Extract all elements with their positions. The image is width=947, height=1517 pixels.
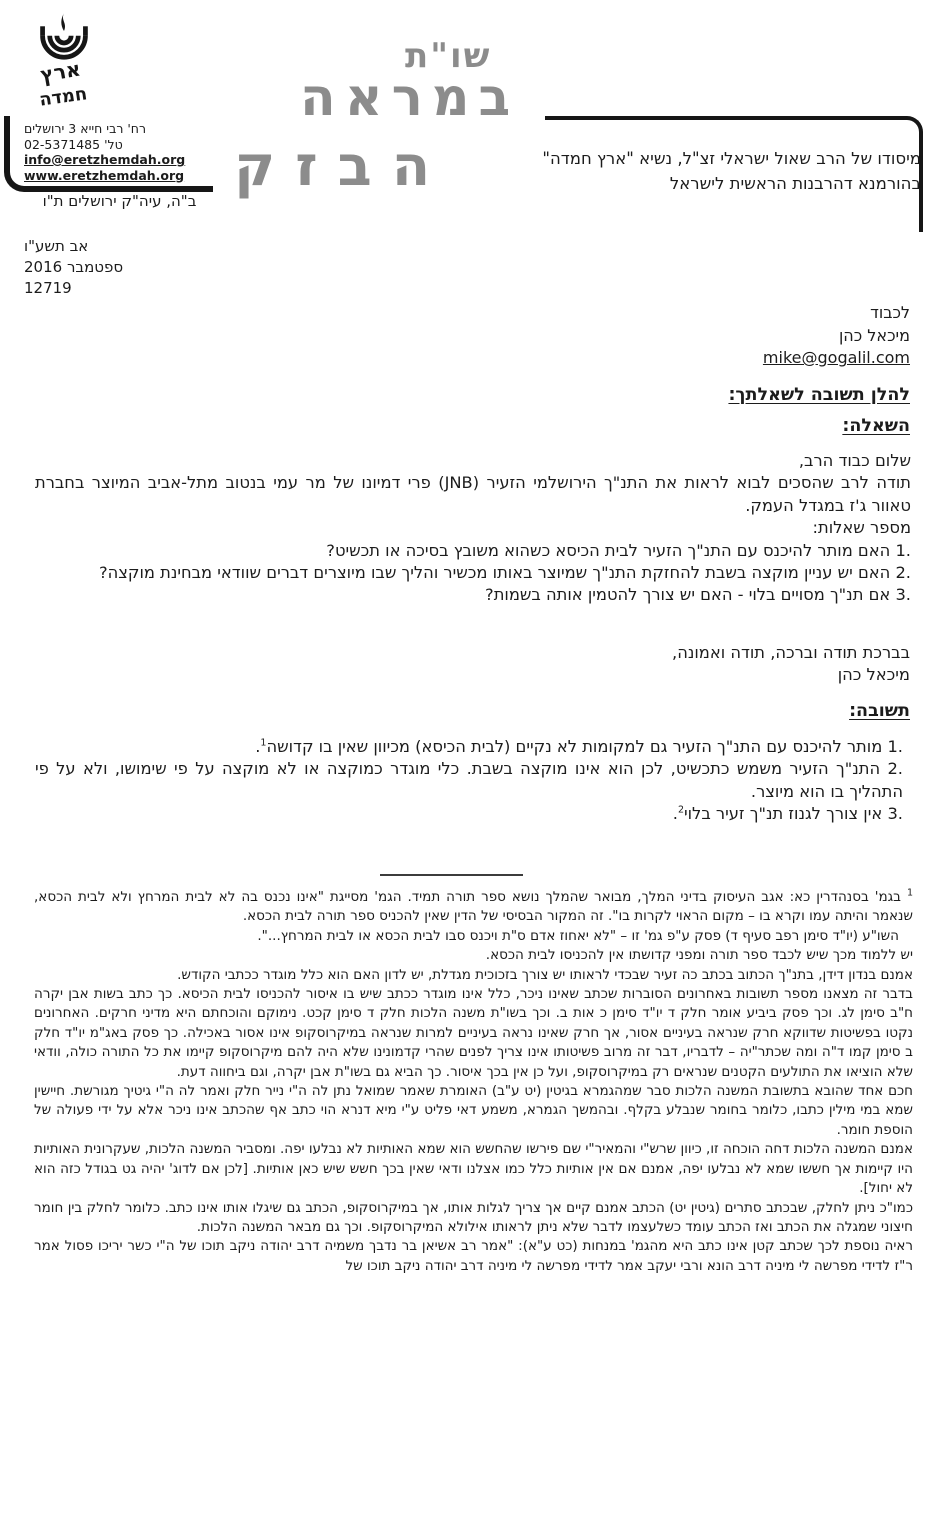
footnote-paragraph: השו"ע (יו"ד סימן רפב סעיף ד) פסק ע"פ גמ' זו – "לא יאחוז אדם ס"ת ויכנס סבו לבית הכסא או לבית המרחץ...". [257,927,899,944]
reference-number: 12719 [24,279,72,297]
footnote-text: בגמ' בסנהדרין כא: אגב העיסוק בדיני המלך, מבואר שהמלך נושא ספר תורה תמיד. הגמ' מסייגת "אינו נכנס בה לא לבית המרחץ ולא לבית הכסא, שנאמר והיתה עמו וקרא בו – מקום הראוי לקרות בו". זה המקור הבסיסי של הדין שאין להכניס ספר תורה לבית הכסא. [34,889,913,925]
contact-address: רח' רבי חייא 3 ירושלים [24,121,147,136]
footnote-paragraph: ראיה נוספת לכך שכתב קטן אינו כתב היא מהגמ' במנחות (כט ע"א): "אמר רב אשיאן בר נדבך משמיה דרב יהודה ניקב תוכו של ה"י כשר יריכו פסול אמר ר"ז לדידי מפרשה לי מיניה דרב הונא ורבי יעקב אמר לדידי מפרשה לי מיניה דרב יהודה ניקב תוכו של [34,1238,913,1274]
footnotes-block [34,888,913,1276]
letterhead-left-rule [4,116,213,192]
answer-item-tail: . [672,804,678,824]
answer-item-3 [35,803,903,825]
phone-label: טל' [104,136,123,152]
answer-item-number: 1. [887,737,903,756]
answer-item-number: 3. [887,804,903,824]
footnote-ref-2: 2 [677,804,684,816]
footnote-paragraph: בדבר זה מצאנו מספר תשובות באחרונים הסוברות שכתב שאינו ניכר, כלל אינו מוגדר ככתב שיש בו איסור להכניסו לבית הכיסא. כך כתב בשות אבן יקרה ח"ב סימן לג. וכך פסק ביביע אומר חלק ד יו"ד סימן כ אות ב. וכך בשו"ת משנה הלכות חלק ד סימן קכט. נימוקם והוכחתם היא מדיני חרקים. האחרונים נקטו בפשיטות שדווקא חרק שנראה בעיניים אסור, אך חרק שאינו נראה בעיניים למרות שנראה במיקרוסקופ אינו אסור באכילה. כך פסק באג"מ יו"ד חלק ב סימן קמו ד"ה ומה שכתר"יה – לדבריו, דבר זה מרוב פשיטותו אינו צריך לפנים שהרי קדמונינו שלא היה להם מיקרוסקופ קיימו את כל התורה כולה, וודאי שלא הוציאו את התולעים הקטנים שנראים רק במיקרוסקופ, ועל כן אין בכך איסור. כך הביא גם בשו"ת אבן יקרה, וגם ביחווה דעת. [34,986,913,1080]
question-list-intro: מספר שאלות: [812,518,911,538]
answer-item-number: 2. [887,759,903,779]
question-signoff [672,642,910,687]
masthead-subtitle [542,146,921,196]
question-item-number: 2. [895,563,911,583]
answer-body [35,736,903,826]
addressee-salutation: לכבוד [870,303,910,322]
answer-item-1 [35,736,903,758]
date-block [24,236,123,299]
footnote-separator [380,874,523,876]
answer-item-text: אין צורך לגנוז תנ"ך זעיר בלוי [683,804,883,824]
answer-heading: תשובה: [849,701,910,721]
question-heading: השאלה: [842,416,910,436]
question-item-text: האם יש עניין מוקצה בשבת להחזקת התנ"ך שמיוצר באותו מכשיר והליך שבו מיוצרים דברים שוודאי מבחינת מוקצה? [98,563,891,583]
question-item-1 [35,540,911,562]
question-greeting: שלום כבוד הרב, [798,451,911,470]
response-intro-heading: להלן תשובה לשאלתך: [728,385,910,405]
logo-text-line1: ארץ [38,56,83,88]
footnote-paragraph: כמו"כ ניתן לחלק, שבכתב סתרים (גיטין יט) הכתב אמנם קיים אך צריך לגלות אותו, אך במיקרוסקופ, הכתב גם שיגלו אותו אינו כתב. כלומר לחלק בין חומר חיצוני שמגלה את הכתב ואז הכתב עומד כשלעצמו לדבר שלא ניתן לראותו אילולא המיקרוסקופ. וכך גם מבאר המשנה הלכות. [34,1199,913,1235]
question-intro: תודה לרב שהסכים לבוא לראות את התנ"ך הירושלמי הזעיר (JNB) פרי דמיונו של מר עמי בנטוב מתל-אביב המיוצר בחברת טאוור ג'ז במגדל העמק. [35,473,911,515]
question-item-number: 3. [895,585,911,605]
addressee-name: מיכאל כהן [838,325,910,345]
footnote-paragraph: חכם אחד שהובא בתשובת המשנה הלכות סבר שמהגמרא בגיטין (יט ע"ב) האומרת שאמר שמואל נתן לה ה"י נייר חלק ואמר לה ה"י גיטיך מגורשת. חיישין שמא במי מילין כתבו, כלומר בחומר שנבלע בקלף. ובהמשך הגמרא, משמע דאי פליט ע"י מיא דנרא הוי כתב אף שהכתב אינו ניכר אלא על ידי פעולה של הוספת חומר. [34,1083,913,1138]
footnote-paragraph: אמנם בנדון דידן, בתנ"ך הכתוב בכתב כה זעיר שבכדי לראותו יש צורך בזכוכית מגדלת, יש לדון האם הוא כלל מוגדר ככתבי הקודש. [177,966,913,983]
gregorian-date: ספטמבר 2016 [24,258,124,276]
eretz-hemdah-logo-icon [24,12,104,112]
answer-item-2 [35,758,903,803]
contact-email-link[interactable]: info@eretzhemdah.org [24,152,186,167]
question-item-3 [35,584,911,606]
answer-item-tail: . [255,737,261,756]
footnote-marker-1: 1 [906,887,913,899]
masthead-title-bemareh: במראה [300,68,520,128]
question-item-2 [35,562,911,584]
answer-item-text: התנ"ך הזעיר משמש כתכשיט, לכן הוא אינו מוקצה בשבת. כלי מוגדר כמוקצה או לא מוקצה על פי שימושו, ולא על פי התהליך בו הוא מיוצר. [35,759,903,801]
question-body [35,450,911,607]
signoff-blessing: בברכת תודה וברכה, תודה ואמונה, [672,643,910,662]
question-item-number: 1. [895,540,911,560]
city-blessing-line: ב"ה, עיה"ק ירושלים ת"ו [42,192,197,210]
addressee-email-link[interactable]: mike@gogalil.com [762,348,910,367]
addressee-block [763,302,910,370]
phone-number: 02-5371485 [24,136,101,152]
logo-text-line2: חמדה [38,83,89,111]
question-item-text: אם תנ"ך מסויים בלוי - האם יש צורך להטמין אותה בשמות? [485,585,891,605]
signoff-signature: מיכאל כהן [837,665,910,685]
question-item-text: האם מותר להיכנס עם התנ"ך הזעיר לבית הכיסא כשהוא משובץ בסיכה או תכשיט? [326,540,891,560]
footnote-paragraph: יש ללמוד מכך שיש לכבד ספר תורה ומפני קדושתו אין להכניסו לבית הכסא. [485,947,913,964]
answer-item-text: מותר להיכנס עם התנ"ך הזעיר גם למקומות לא נקיים (לבית הכיסא) מכיוון שאין בו קדושה [266,737,883,756]
hebrew-date: אב תשע"ו [24,237,89,255]
footnote-paragraph: אמנם המשנה הלכות דחה הוכחה זו, כיוון שרש"י והמאיר"י שם פירשו שהחשש הוא שמא האותיות לא נבלעו יפה. ומסביר המשנה הלכות, שעקרונית האותיות היו קיימות אך חששו שמא לא נבלעו יפה, אמנם אם אין אותיות כלל כמו אצלנו ודאי שאין בכך חשש שיש כאן אותיות. [לכן אם לדוג' יהיה גט בגודל כזה הוא לא יחול]. [34,1141,913,1197]
footnote-ref-1: 1 [260,737,267,749]
subtitle-line-founder: מיסודו של הרב שאול ישראלי זצ"ל, נשיא "ארץ חמדה" [542,149,921,168]
masthead-title-habazak: הבזק [234,134,451,199]
footnote-paragraph [34,888,913,927]
contact-website-link[interactable]: www.eretzhemdah.org [24,167,185,183]
subtitle-line-rabbinate: בהורמנא דהרבנות הראשית לישראל [669,174,921,193]
masthead-title-shut: שו"ת [405,36,492,76]
